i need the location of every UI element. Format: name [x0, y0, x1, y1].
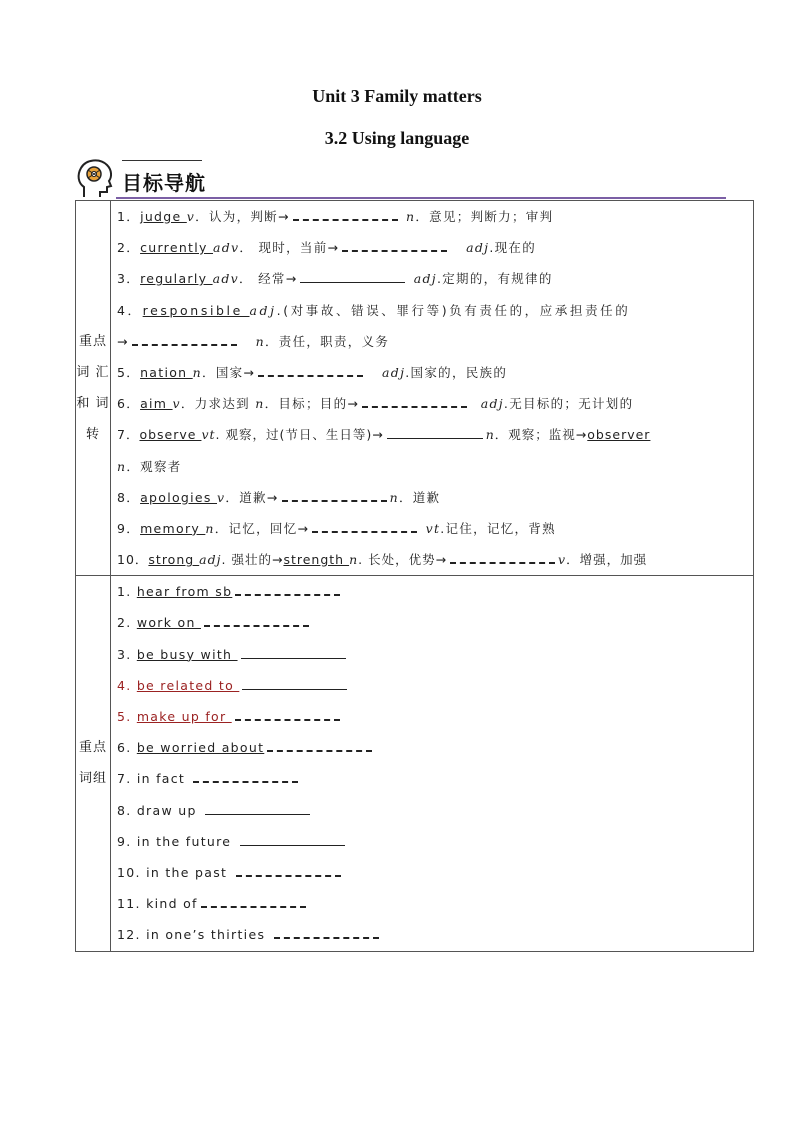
list-item: 8. draw up [111, 795, 753, 826]
answer-blank[interactable] [241, 657, 346, 659]
vocab-list [111, 201, 754, 576]
list-item: 10．strong adj. 强壮的→strength n. 长处，优势→ v．增强，加强 [117, 552, 648, 568]
list-item: 4．responsible adj.(对事故、错误、罪行等)负有责任的，应承担责任的 [117, 302, 631, 318]
answer-blank[interactable] [235, 593, 340, 596]
answer-blank[interactable] [342, 249, 447, 252]
list-item: 7. in fact [111, 763, 753, 794]
list-item: 8．apologies v．道歉→ n．道歉 [117, 489, 441, 505]
answer-blank[interactable] [300, 281, 405, 283]
answer-blank[interactable] [293, 218, 398, 221]
banner-label: 目标导航 [122, 171, 206, 195]
banner-top-line [122, 160, 202, 161]
answer-blank[interactable] [312, 530, 417, 533]
list-item: 4. be related to [111, 670, 753, 701]
list-item: 1. hear from sb [111, 576, 753, 607]
answer-blank[interactable] [193, 780, 298, 783]
section-vocabulary [76, 201, 754, 576]
answer-blank[interactable] [387, 437, 483, 439]
vocab-table [75, 200, 754, 952]
banner-rule [116, 197, 726, 199]
page-subtitle: 3.2 Using language [324, 128, 470, 148]
answer-blank[interactable] [267, 749, 372, 752]
answer-blank[interactable] [274, 936, 379, 939]
list-item: n．观察者 [117, 458, 182, 474]
answer-blank[interactable] [204, 624, 309, 627]
list-item: 5．nation n．国家→ adj.国家的，民族的 [117, 364, 508, 380]
head-gear-icon [76, 157, 114, 199]
answer-blank[interactable] [201, 905, 306, 908]
answer-blank[interactable] [362, 405, 467, 408]
list-item: 2．currently adv． 现时，当前→ adj.现在的 [117, 240, 537, 256]
list-item: 9. in the future [111, 826, 753, 857]
list-item: 6．aim v．力求达到 n．目标；目的→ adj.无目标的；无计划的 [117, 396, 634, 412]
answer-blank[interactable] [450, 561, 555, 564]
list-item: 10. in the past [111, 857, 753, 888]
section-banner [76, 155, 726, 201]
page-title: Unit 3 Family matters [312, 86, 482, 106]
list-item: 1．judge v．认为，判断→ n．意见；判断力；审判 [117, 209, 554, 224]
list-item: 7．observe vt. 观察，过(节日、生日等)→ n．观察；监视→observer [117, 427, 651, 443]
answer-blank[interactable] [236, 874, 341, 877]
phrase-list [111, 576, 754, 951]
phrase-section-label: 重点 词组 [76, 576, 111, 951]
answer-blank[interactable] [132, 343, 237, 346]
answer-blank[interactable] [282, 499, 387, 502]
list-item: 11. kind of [111, 888, 753, 919]
answer-blank[interactable] [235, 718, 340, 721]
list-item: 12. in one’s thirties [111, 919, 753, 950]
answer-blank[interactable] [242, 688, 347, 690]
list-item: → n．责任，职责，义务 [117, 333, 390, 349]
answer-blank[interactable] [258, 374, 363, 377]
vocab-section-label: 重点 词 汇 和 词 转 [76, 201, 111, 576]
answer-blank[interactable] [240, 844, 345, 846]
list-item: 5. make up for [111, 701, 753, 732]
list-item: 9．memory n．记忆，回忆→ vt.记住，记忆，背熟 [117, 520, 556, 536]
list-item: 2. work on [111, 607, 753, 638]
section-phrases [76, 576, 754, 951]
list-item: 6. be worried about [111, 732, 753, 763]
list-item: 3. be busy with [111, 639, 753, 670]
answer-blank[interactable] [205, 813, 310, 815]
list-item: 3．regularly adv． 经常→ adj.定期的，有规律的 [117, 271, 553, 287]
